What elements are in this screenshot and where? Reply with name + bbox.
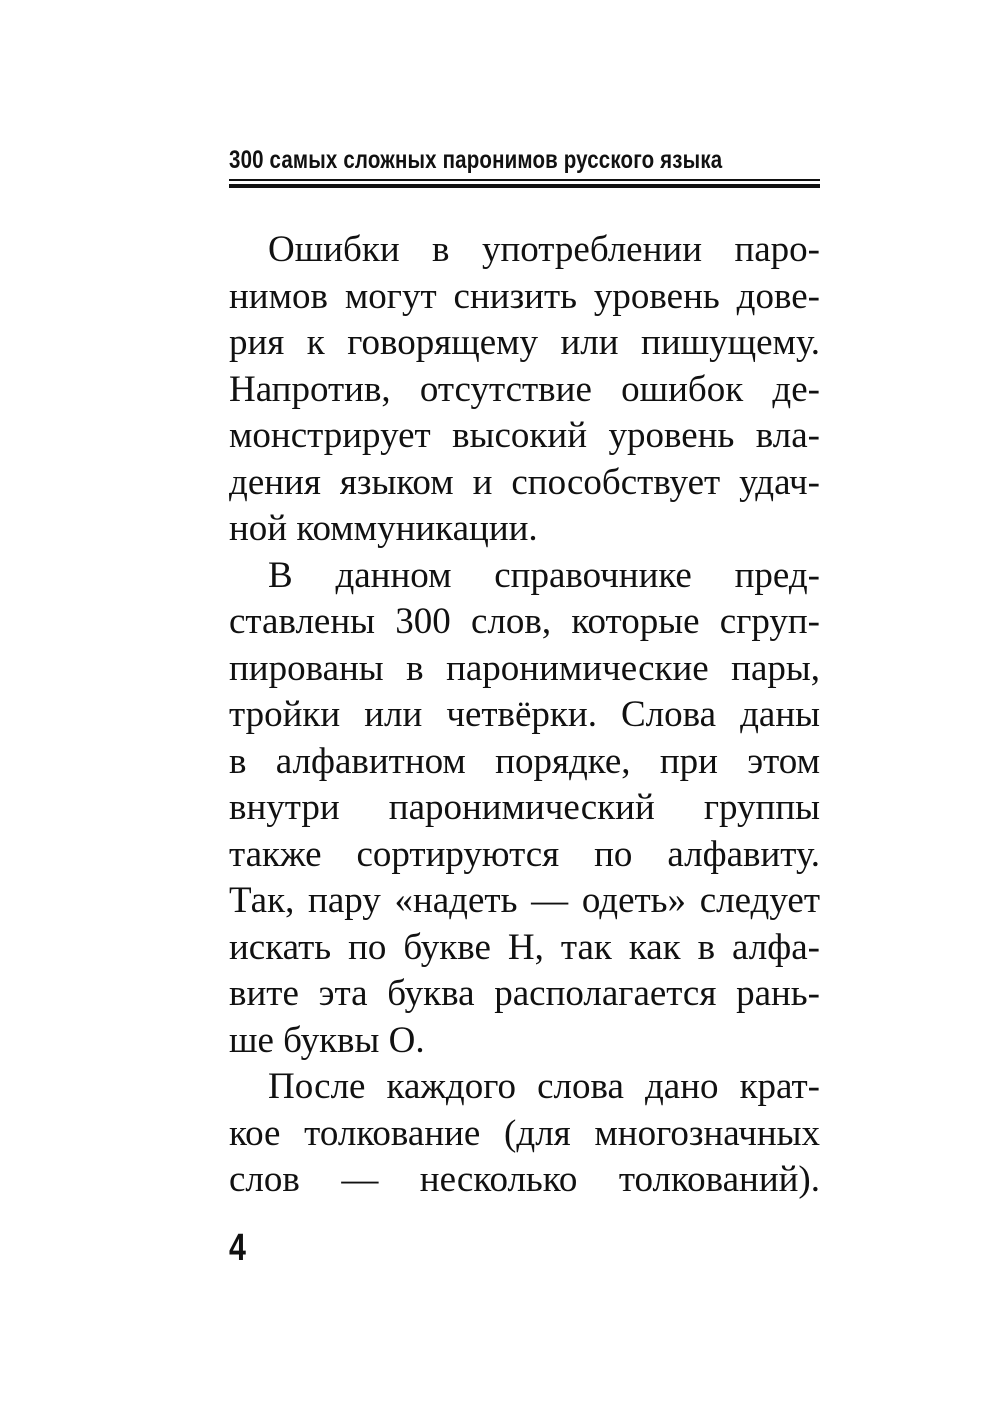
paragraph [229, 1064, 820, 1204]
text-line: пированы в паронимические пары, [229, 647, 820, 689]
text-line: кое толкование (для многозначных [229, 1112, 820, 1154]
text-line: вите эта буква располагается рань- [229, 973, 820, 1014]
text-line: внутри паронимический группы [229, 787, 820, 828]
text-line: Ошибки в употреблении паро- [268, 229, 820, 270]
text-line: монстрирует высокий уровень вла- [229, 415, 820, 456]
text-line: Напротив, отсутствие ошибок де- [229, 368, 820, 410]
text-line: искать по букве Н, так как в алфа- [229, 926, 820, 968]
running-header-title: 300 самых сложных паронимов русского языка [229, 146, 723, 174]
paragraph [229, 227, 820, 553]
header-rule-thin [229, 179, 820, 181]
text-line: После каждого слова дано крат- [268, 1066, 820, 1107]
text-line: слов — несколько толкований). [229, 1159, 820, 1200]
text-line: также сортируются по алфавиту. [229, 833, 820, 875]
text-line: Так, пару «надеть — одеть» следует [229, 880, 820, 921]
text-line: дения языком и способствует удач- [229, 461, 820, 503]
page-number: 4 [229, 1227, 246, 1269]
text-line: рия к говорящему или пишущему. [229, 322, 820, 363]
text-line: ставлены 300 слов, которые сгруп- [229, 601, 820, 642]
text-line: ше буквы О. [229, 1019, 425, 1061]
header-rule-thick [229, 184, 820, 188]
text-line: В данном справочнике пред- [268, 554, 820, 596]
text-line: тройки или четвёрки. Слова даны [229, 694, 820, 735]
body-text [229, 227, 820, 1204]
text-line: в алфавитном порядке, при этом [229, 740, 820, 782]
paragraph [229, 553, 820, 1065]
text-line: ной коммуникации. [229, 508, 538, 549]
text-line: нимов могут снизить уровень дове- [229, 275, 820, 317]
